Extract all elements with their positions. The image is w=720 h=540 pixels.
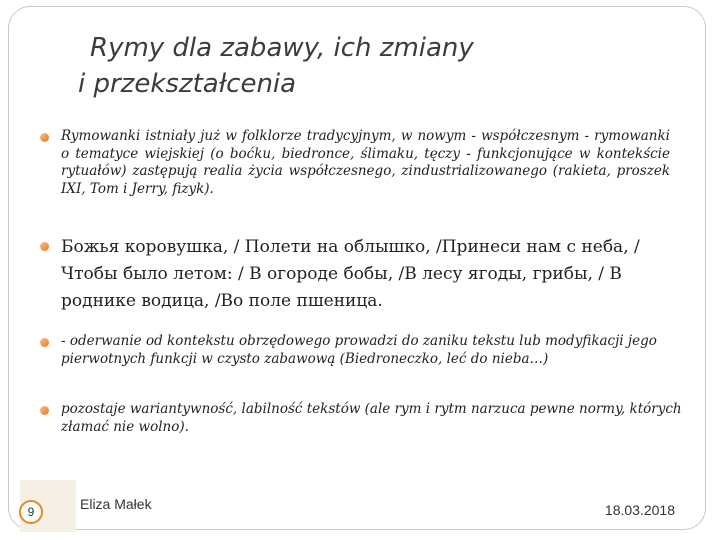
title-line-1: Rymy dla zabawy, ich zmiany — [90, 33, 474, 63]
bullet-variability — [40, 401, 690, 436]
bullet-icon — [40, 406, 49, 415]
bullet-russian-rhyme — [40, 234, 680, 315]
bullet-text: Божья коровушка, / Полети на облышко, /Принеси нам с неба, / Чтобы было летом: / В огороде бобы, /В лесу ягоды, грибы, / В роднике водица, /Во поле пшеница. — [61, 237, 640, 311]
page-number: 9 — [19, 500, 43, 524]
bullet-text: pozostaje wariantywność, labilność tekstów (ale rym i rytm narzuca pewne normy, których złamać nie wolno). — [61, 401, 682, 435]
slide-title — [78, 30, 474, 102]
bullet-text: Rymowanki istniały już w folklorze tradycyjnym, w nowym - współczesnym - rymowanki o tematyce wiejskiej (o boćku, biedronce, ślimaku, tęczy - funkcjonujące w kontekście rytuałów) zastępują realia życia współczesnego, zindustrializowanego (rakieta, proszek IXI, Tom i Jerry, fizyk). — [61, 128, 670, 197]
bullet-text: - oderwanie od kontekstu obrzędowego prowadzi do zaniku tekstu lub modyfikacji jego pierwotnych funkcji w czysto zabawową (Biedroneczko, leć do nieba…) — [61, 333, 657, 367]
bullet-icon — [40, 133, 49, 142]
bullet-icon — [40, 242, 49, 251]
bullet-context — [40, 333, 690, 368]
title-line-2: i przekształcenia — [78, 69, 297, 99]
footer-date: 18.03.2018 — [604, 502, 675, 518]
bullet-icon — [40, 338, 49, 347]
footer-author: Eliza Małek — [80, 496, 152, 512]
bullet-folklore — [40, 128, 670, 198]
